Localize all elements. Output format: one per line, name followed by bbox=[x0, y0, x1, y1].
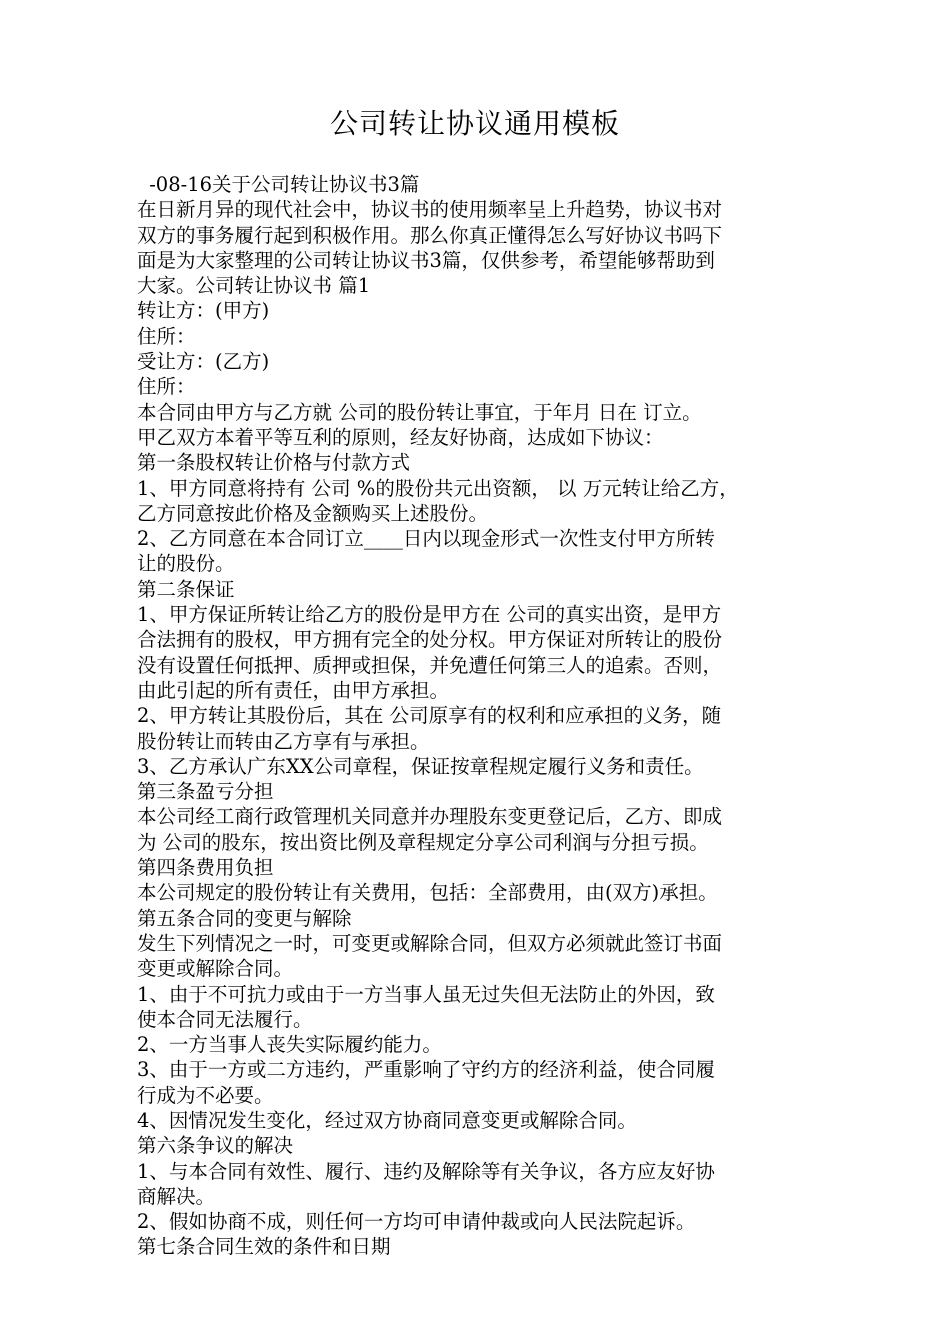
text-line: 让的股份。 bbox=[137, 552, 235, 576]
text-line: 商解决。 bbox=[137, 1184, 216, 1208]
document-title: 公司转让协议通用模板 bbox=[329, 107, 620, 140]
text-line: 1、与本合同有效性、履行、违约及解除等有关争议，各方应友好协 bbox=[137, 1159, 715, 1183]
text-line: 没有设置任何抵押、质押或担保，并免遭任何第三人的追索。否则， bbox=[137, 653, 723, 677]
text-line: 大家。公司转让协议书 篇1 bbox=[137, 274, 371, 298]
text-line: 甲乙双方本着平等互利的原则，经友好协商，达成如下协议： bbox=[137, 425, 664, 449]
section-heading: 第一条股权转让价格与付款方式 bbox=[137, 451, 411, 475]
text-line: 3、乙方承认广东XX公司章程，保证按章程规定履行义务和责任。 bbox=[137, 754, 704, 778]
text-line: 住所： bbox=[137, 324, 196, 348]
text-line: 2、乙方同意在本合同订立____日内以现金形式一次性支付甲方所转 bbox=[137, 527, 715, 551]
text-line: 变更或解除合同。 bbox=[137, 957, 294, 981]
text-line: 为 公司的股东，按出资比例及章程规定分享公司利润与分担亏损。 bbox=[137, 830, 709, 854]
text-line: 双方的事务履行起到积极作用。那么你真正懂得怎么写好协议书吗下 bbox=[137, 223, 723, 247]
text-line: 2、假如协商不成，则任何一方均可申请仲裁或向人民法院起诉。 bbox=[137, 1210, 696, 1234]
text-line: 使本合同无法履行。 bbox=[137, 1007, 313, 1031]
text-line: 1、甲方同意将持有 公司 %的股份共元出资额， 以 万元转让给乙方， bbox=[137, 476, 739, 500]
section-heading: 第七条合同生效的条件和日期 bbox=[137, 1235, 391, 1259]
text-line: 1、由于不可抗力或由于一方当事人虽无过失但无法防止的外因，致 bbox=[137, 982, 715, 1006]
section-heading: 第三条盈亏分担 bbox=[137, 780, 274, 804]
text-line: 2、一方当事人丧失实际履约能力。 bbox=[137, 1033, 442, 1057]
text-line: 由此引起的所有责任，由甲方承担。 bbox=[137, 678, 450, 702]
text-line: 1、甲方保证所转让给乙方的股份是甲方在 公司的真实出资，是甲方 bbox=[137, 603, 722, 627]
text-line: 转让方：(甲方) bbox=[137, 299, 270, 323]
text-line: 乙方同意按此价格及金额购买上述股份。 bbox=[137, 501, 489, 525]
text-line: 本公司规定的股份转让有关费用，包括：全部费用，由(双方)承担。 bbox=[137, 881, 718, 905]
text-line: 面是为大家整理的公司转让协议书3篇，仅供参考，希望能够帮助到 bbox=[137, 248, 715, 272]
text-line: 发生下列情况之一时，可变更或解除合同，但双方必须就此签订书面 bbox=[137, 931, 723, 955]
text-line: 3、由于一方或二方违约，严重影响了守约方的经济利益，使合同履 bbox=[137, 1058, 715, 1082]
text-line: 本公司经工商行政管理机关同意并办理股东变更登记后，乙方、即成 bbox=[137, 805, 723, 829]
text-line: 住所： bbox=[137, 375, 196, 399]
text-line: -08-16关于公司转让协议书3篇 bbox=[143, 173, 420, 196]
text-line: 受让方：(乙方) bbox=[137, 350, 270, 374]
section-heading: 第六条争议的解决 bbox=[137, 1134, 294, 1158]
section-heading: 第五条合同的变更与解除 bbox=[137, 906, 352, 930]
text-line: 本合同由甲方与乙方就 公司的股份转让事宜，于年月 日在 订立。 bbox=[137, 400, 702, 424]
section-heading: 第四条费用负担 bbox=[137, 856, 274, 880]
text-line: 合法拥有的股权，甲方拥有完全的处分权。甲方保证对所转让的股份 bbox=[137, 628, 723, 652]
text-line: 股份转让而转由乙方享有与承担。 bbox=[137, 729, 430, 753]
text-line: 行成为不必要。 bbox=[137, 1083, 274, 1107]
text-line: 在日新月异的现代社会中，协议书的使用频率呈上升趋势，协议书对 bbox=[137, 198, 723, 222]
document-body bbox=[137, 172, 827, 1260]
text-line: 2、甲方转让其股份后，其在 公司原享有的权利和应承担的义务，随 bbox=[137, 704, 722, 728]
text-line: 4、因情况发生变化，经过双方协商同意变更或解除合同。 bbox=[137, 1108, 637, 1132]
section-heading: 第二条保证 bbox=[137, 577, 235, 601]
